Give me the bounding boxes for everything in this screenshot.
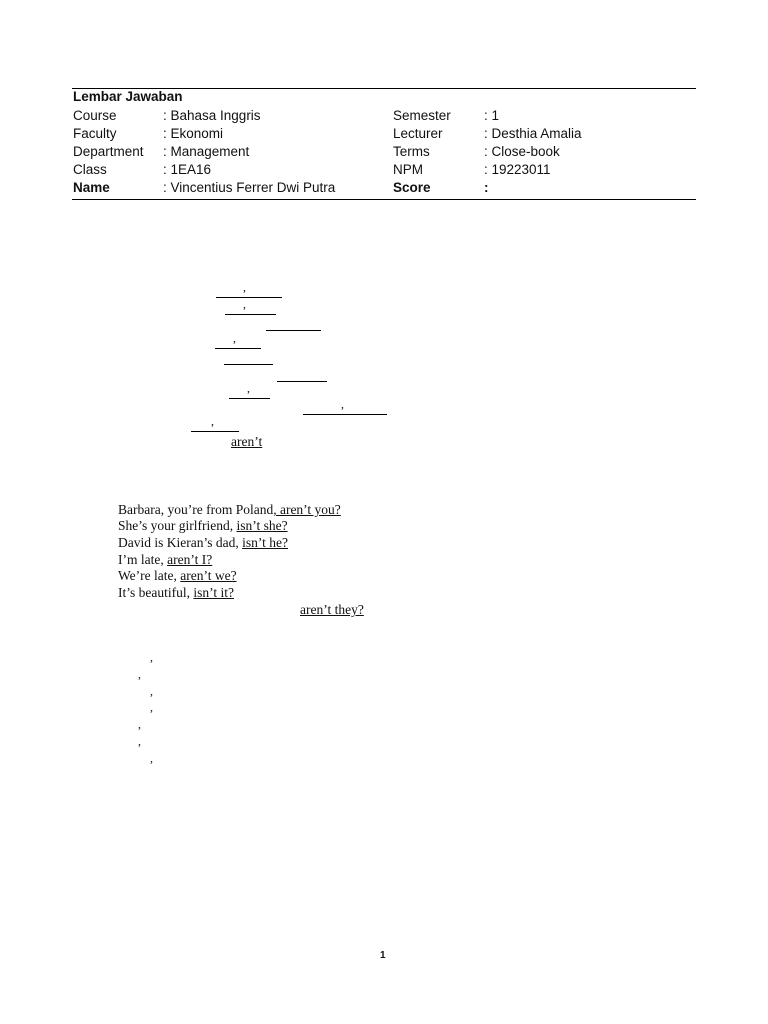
course-label: Course xyxy=(73,108,117,123)
comma-4: , xyxy=(247,381,250,395)
comma-13: , xyxy=(150,751,153,765)
example-line-7 xyxy=(300,602,364,618)
comma-2: , xyxy=(243,297,246,311)
page-number: 1 xyxy=(380,950,386,961)
class-label: Class xyxy=(73,162,107,177)
example-5-sentence: We’re late, xyxy=(118,568,181,583)
comma-9: , xyxy=(150,684,153,698)
name-label: Name xyxy=(73,180,110,195)
answer-blank-2 xyxy=(225,314,276,315)
faculty-value: : Ekonomi xyxy=(163,126,224,141)
example-line-3 xyxy=(118,535,288,551)
sheet-title: Lembar Jawaban xyxy=(73,89,183,104)
class-value: : 1EA16 xyxy=(163,162,212,177)
answer-blank-7 xyxy=(229,398,270,399)
example-2-sentence: She’s your girlfriend, xyxy=(118,518,237,533)
answer-aren-t: aren’t xyxy=(231,434,263,449)
comma-12: , xyxy=(138,734,141,748)
example-line-2 xyxy=(118,518,288,534)
score-label: Score xyxy=(393,180,431,195)
answer-blank-5 xyxy=(224,364,273,365)
terms-value: : Close-book xyxy=(484,144,560,159)
comma-3: , xyxy=(233,331,236,345)
score-value: : xyxy=(484,180,489,195)
npm-value: : 19223011 xyxy=(484,162,551,177)
example-1-sentence: Barbara, you’re from Poland xyxy=(118,502,274,517)
example-6-sentence: It’s beautiful, xyxy=(118,585,194,600)
semester-label: Semester xyxy=(393,108,451,123)
example-line-5 xyxy=(118,568,237,584)
example-3-tag: isn’t he? xyxy=(242,535,288,550)
example-6-tag: isn’t it? xyxy=(193,585,234,600)
comma-5: , xyxy=(341,397,344,411)
example-line-1 xyxy=(118,502,341,518)
npm-label: NPM xyxy=(393,162,423,177)
example-1-tag: , aren’t you? xyxy=(273,502,341,517)
course-value: : Bahasa Inggris xyxy=(163,108,261,123)
comma-7: , xyxy=(150,650,153,664)
comma-10: , xyxy=(150,700,153,714)
header-bottom-rule xyxy=(72,199,696,200)
answer-blank-4 xyxy=(215,348,261,349)
example-3-sentence: David is Kieran’s dad, xyxy=(118,535,243,550)
answer-blank-9 xyxy=(191,431,239,432)
answer-blank-6 xyxy=(277,381,327,382)
name-value: : Vincentius Ferrer Dwi Putra xyxy=(163,180,336,195)
example-4-tag: aren’t I? xyxy=(167,552,213,567)
example-5-tag: aren’t we? xyxy=(180,568,237,583)
faculty-label: Faculty xyxy=(73,126,117,141)
example-4-sentence: I’m late, xyxy=(118,552,168,567)
answer-blank-1 xyxy=(216,297,282,298)
comma-11: , xyxy=(138,717,141,731)
comma-6: , xyxy=(211,414,214,428)
example-7-tag: aren’t they? xyxy=(300,602,364,617)
terms-label: Terms xyxy=(393,144,430,159)
department-label: Department xyxy=(73,144,144,159)
lecturer-label: Lecturer xyxy=(393,126,443,141)
comma-1: , xyxy=(243,280,246,294)
answer-blank-8 xyxy=(303,414,387,415)
example-line-4 xyxy=(118,552,212,568)
department-value: : Management xyxy=(163,144,250,159)
lecturer-value: : Desthia Amalia xyxy=(484,126,582,141)
example-line-6 xyxy=(118,585,234,601)
example-2-tag: isn’t she? xyxy=(236,518,288,533)
answer-blank-3 xyxy=(266,330,321,331)
comma-8: , xyxy=(138,667,141,681)
semester-value: : 1 xyxy=(484,108,500,123)
